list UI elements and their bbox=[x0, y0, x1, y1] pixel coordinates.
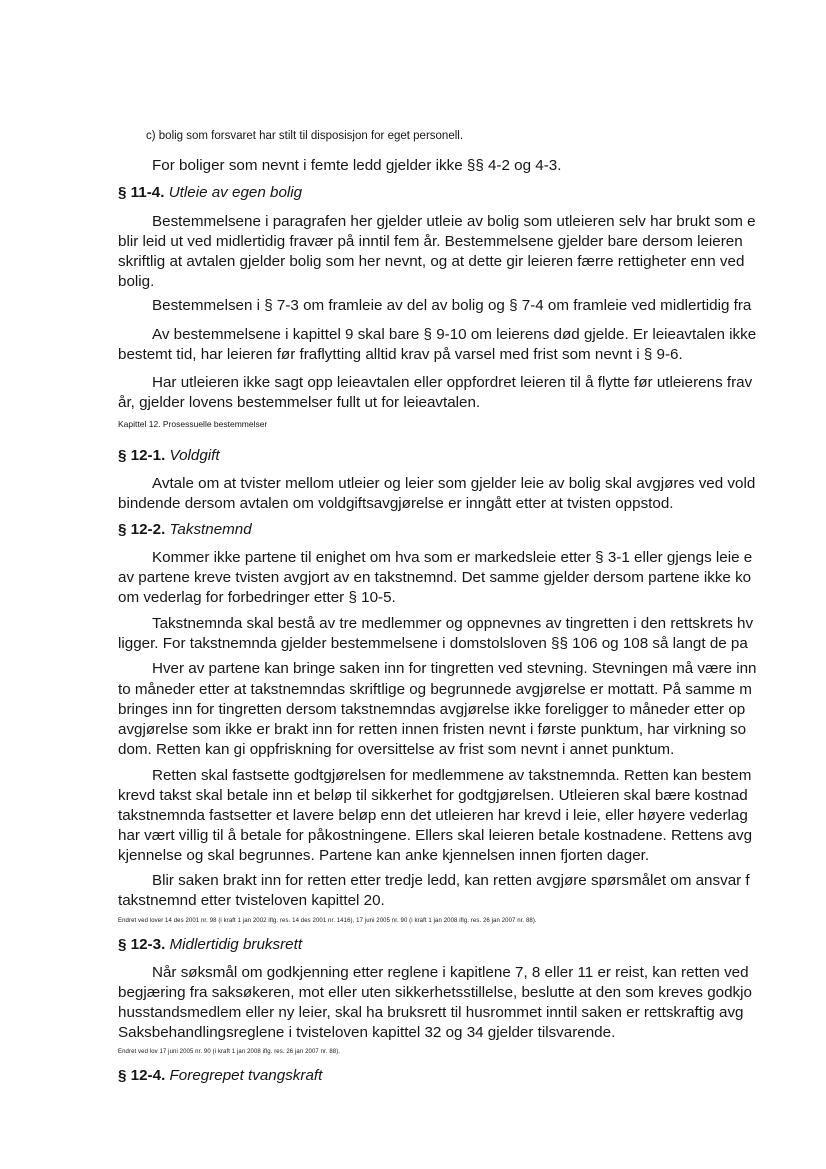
paragraph-line: bolig. bbox=[118, 273, 155, 290]
paragraph-line: Retten skal fastsette godtgjørelsen for medlemmene av takstnemnda. Retten kan bestem bbox=[152, 767, 752, 784]
paragraph-line: Takstnemnda skal bestå av tre medlemmer og oppnevnes av tingretten i den rettskrets hv bbox=[152, 615, 754, 632]
amendment-note: Endret ved lover 14 des 2001 nr. 98 (i kraft 1 jan 2002 iflg. res. 14 des 2001 nr. 1416), 17 juni 2005 nr. 90 (i kraft 1 jan 2008 iflg. res. 26 jan 2007 nr. 88). bbox=[118, 918, 537, 924]
paragraph-line: Av bestemmelsene i kapittel 9 skal bare § 9-10 om leierens død gjelde. Er leieavtalen ikke bbox=[152, 326, 757, 343]
amendment-note: Endret ved lov 17 juni 2005 nr. 90 (i kraft 1 jan 2008 iflg. res. 26 jan 2007 nr. 88). bbox=[118, 1049, 341, 1055]
paragraph-line: ligger. For takstnemnda gjelder bestemmelsene i domstolsloven §§ 106 og 108 så langt de pa bbox=[118, 635, 748, 652]
paragraph-line: blir leid ut ved midlertidig fravær på inntil fem år. Bestemmelsene gjelder bare dersom leieren bbox=[118, 233, 743, 250]
paragraph-line: takstnemnda fastsetter et lavere beløp enn det utleieren har krevd i leie, eller høyere vederlag bbox=[118, 807, 748, 824]
paragraph-line: år, gjelder lovens bestemmelser fullt ut for leieavtalen. bbox=[118, 394, 481, 411]
paragraph-line: bindende dersom avtalen om voldgiftsavgjørelse er inngått etter at tvisten oppstod. bbox=[118, 495, 674, 512]
paragraph-line: Bestemmelsen i § 7-3 om framleie av del av bolig og § 7-4 om framleie ved midlertidig fra bbox=[152, 297, 752, 314]
paragraph-line: krevd takst skal betale inn et beløp til sikkerhet for godtgjørelsen. Utleieren skal bære kostnad bbox=[118, 787, 748, 804]
paragraph-line: Avtale om at tvister mellom utleier og leier som gjelder leie av bolig skal avgjøres ved vold bbox=[152, 475, 756, 492]
section-number: § 12-3. bbox=[118, 936, 166, 953]
paragraph-line: Blir saken brakt inn for retten etter tredje ledd, kan retten avgjøre spørsmålet om ansvar f bbox=[152, 872, 750, 889]
section-heading-12-1 bbox=[118, 447, 220, 465]
section-number: § 12-1. bbox=[118, 447, 166, 464]
paragraph-line: Har utleieren ikke sagt opp leieavtalen eller oppfordret leieren til å flytte før utleierens frav bbox=[152, 374, 753, 391]
section-title: Takstnemnd bbox=[169, 521, 252, 538]
paragraph-line: Bestemmelsene i paragrafen her gjelder utleie av bolig som utleieren selv har brukt som e bbox=[152, 213, 756, 230]
paragraph-line: Kommer ikke partene til enighet om hva som er markedsleie etter § 3-1 eller gjengs leie e bbox=[152, 549, 753, 566]
section-heading-12-4 bbox=[118, 1067, 322, 1085]
section-heading-12-2 bbox=[118, 521, 252, 539]
paragraph-line: Når søksmål om godkjenning etter reglene i kapitlene 7, 8 eller 11 er reist, kan retten ved bbox=[152, 964, 749, 981]
section-title: Utleie av egen bolig bbox=[168, 184, 303, 201]
paragraph-line: kjennelse og skal begrunnes. Partene kan anke kjennelsen innen fjorten dager. bbox=[118, 847, 650, 864]
paragraph-line: bestemt tid, har leieren før fraflytting alltid krav på varsel med frist som nevnt i § 9-6. bbox=[118, 346, 683, 363]
paragraph-line: om vederlag for forbedringer etter § 10-5. bbox=[118, 589, 396, 606]
paragraph-line: Saksbehandlingsreglene i tvisteloven kapittel 32 og 34 gjelder tilsvarende. bbox=[118, 1024, 616, 1041]
section-title: Foregrepet tvangskraft bbox=[169, 1067, 323, 1084]
paragraph-line: skriftlig at avtalen gjelder bolig som her nevnt, og at dette gir leieren færre rettigheter enn ved bbox=[118, 253, 745, 270]
paragraph-line: avgjørelse som ikke er brakt inn for retten innen fristen nevnt i første punktum, har virkning so bbox=[118, 721, 747, 738]
paragraph-line: dom. Retten kan gi oppfriskning for oversittelse av frist som nevnt i annet punktum. bbox=[118, 741, 675, 758]
paragraph-line: bringes inn for tingretten dersom takstnemndas avgjørelse ikke foreligger to måneder etter op bbox=[118, 701, 746, 718]
paragraph-line: av partene kreve tvisten avgjort av en takstnemnd. Det samme gjelder dersom partene ikke ko bbox=[118, 569, 752, 586]
paragraph-line: husstandsmedlem eller ny leier, skal ha bruksrett til husrommet inntil saken er rettskraftig avg bbox=[118, 1004, 744, 1021]
paragraph-line: har vært villig til å betale for påkostningene. Ellers skal leieren betale kostnadene. Rettens avg bbox=[118, 827, 753, 844]
page-edge-mask bbox=[812, 0, 826, 1169]
section-number: § 11-4. bbox=[118, 184, 165, 201]
section-heading-11-4 bbox=[118, 184, 302, 202]
section-heading-12-3 bbox=[118, 936, 302, 954]
list-item-c: c) bolig som forsvaret har stilt til disposisjon for eget personell. bbox=[146, 130, 464, 142]
section-number: § 12-2. bbox=[118, 521, 166, 538]
chapter-heading: Kapittel 12. Prosessuelle bestemmelser bbox=[118, 419, 268, 429]
section-title: Voldgift bbox=[169, 447, 220, 464]
paragraph-text: For boliger som nevnt i femte ledd gjelder ikke §§ 4-2 og 4-3. bbox=[152, 157, 562, 174]
paragraph-line: to måneder etter at takstnemndas skriftlige og begrunnede avgjørelse er mottatt. På samme m bbox=[118, 681, 752, 698]
section-title: Midlertidig bruksrett bbox=[169, 936, 303, 953]
paragraph-line: begjæring fra saksøkeren, mot eller uten sikkerhetsstillelse, beslutte at den som kreves godkjo bbox=[118, 984, 752, 1001]
paragraph-line: takstnemnd etter tvisteloven kapittel 20. bbox=[118, 892, 385, 909]
section-number: § 12-4. bbox=[118, 1067, 166, 1084]
paragraph-line: Hver av partene kan bringe saken inn for tingretten ved stevning. Stevningen må være inn bbox=[152, 660, 757, 677]
